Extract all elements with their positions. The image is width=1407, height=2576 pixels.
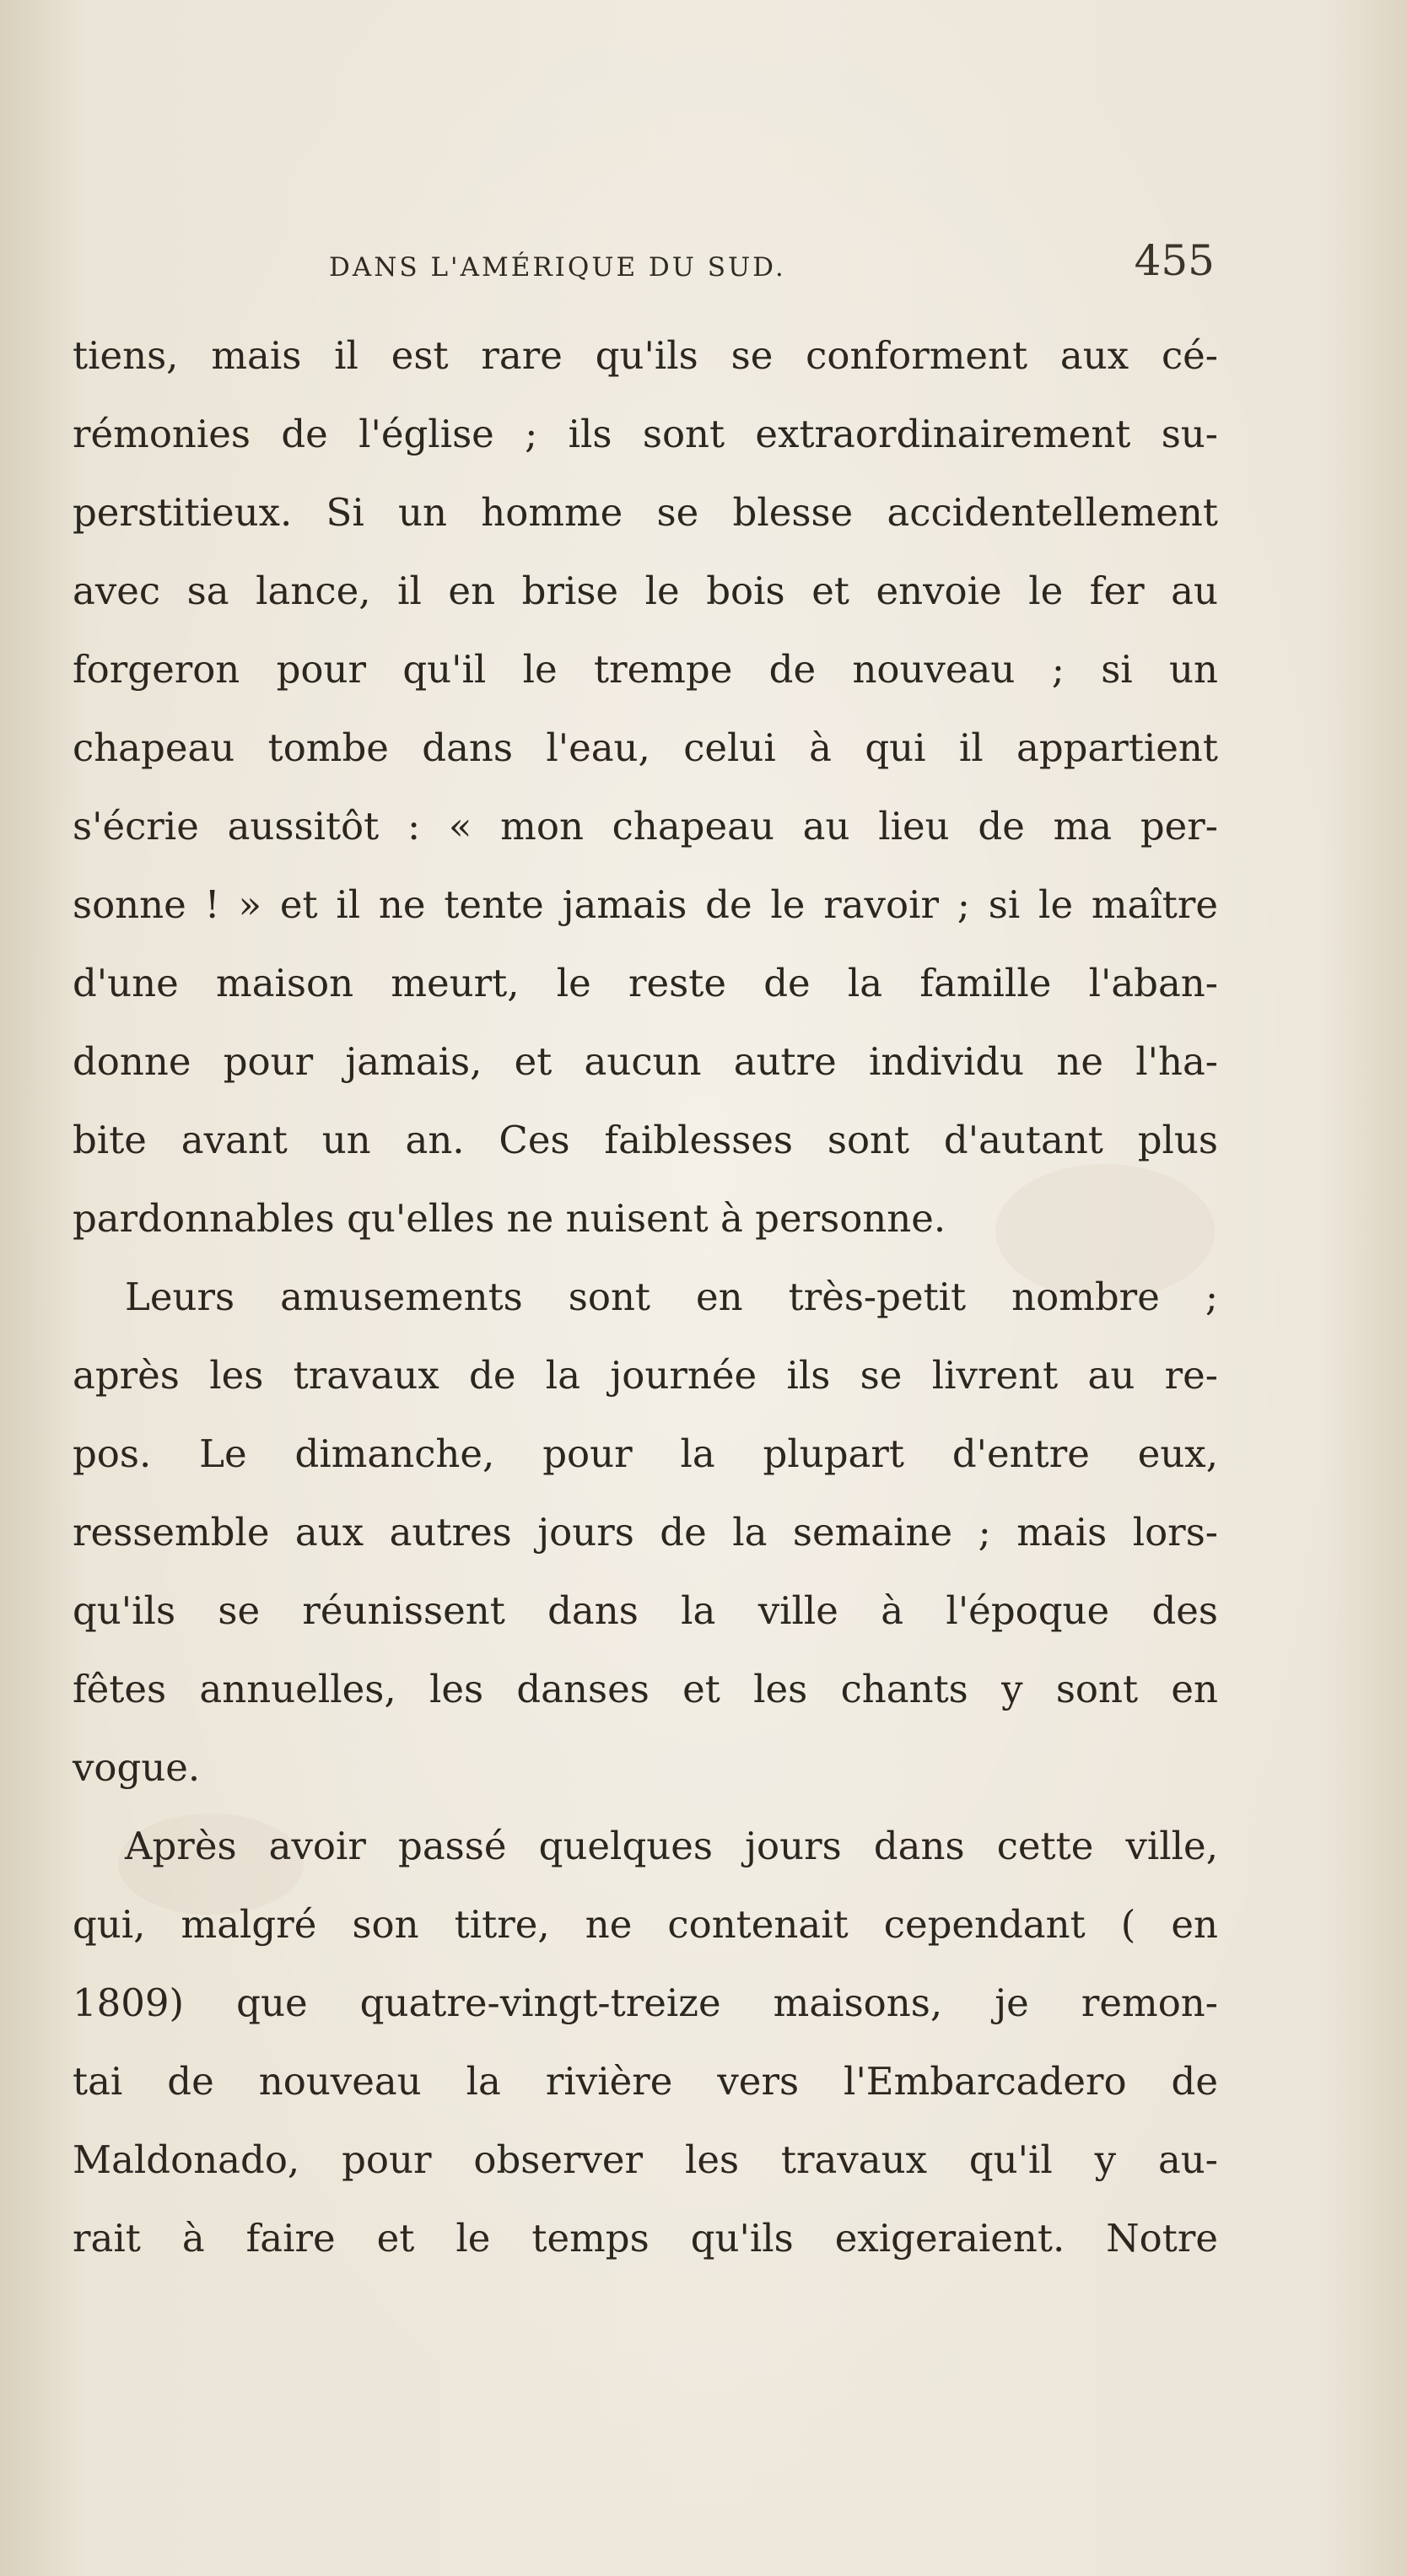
body-text — [73, 316, 1218, 2277]
text-line: qui, malgré son titre, ne contenait cependant ( en — [73, 1902, 1218, 1947]
text-line: rait à faire et le temps qu'ils exigeraient. Notre — [73, 2216, 1218, 2261]
text-line: d'une maison meurt, le reste de la famille l'aban- — [73, 961, 1218, 1005]
text-line: Après avoir passé quelques jours dans cette ville, — [125, 1824, 1218, 1868]
text-line: fêtes annuelles, les danses et les chants y sont en — [73, 1667, 1218, 1711]
running-head: DANS L'AMÉRIQUE DU SUD. — [329, 252, 786, 283]
text-line: 1809) que quatre-vingt-treize maisons, je remon- — [73, 1981, 1218, 2025]
text-line: pos. Le dimanche, pour la plupart d'entre eux, — [73, 1431, 1218, 1476]
text-line: rémonies de l'église ; ils sont extraordinairement su- — [73, 412, 1218, 456]
text-line: Leurs amusements sont en très-petit nombre ; — [125, 1275, 1218, 1319]
text-line: après les travaux de la journée ils se livrent au re- — [73, 1353, 1218, 1398]
text-line: sonne ! » et il ne tente jamais de le ravoir ; si le maître — [73, 882, 1218, 927]
text-line: bite avant un an. Ces faiblesses sont d'autant plus — [73, 1118, 1218, 1162]
text-line: donne pour jamais, et aucun autre individu ne l'ha- — [73, 1039, 1218, 1084]
text-line: pardonnables qu'elles ne nuisent à personne. — [73, 1196, 946, 1241]
text-line: forgeron pour qu'il le trempe de nouveau ; si un — [73, 647, 1218, 692]
text-line: chapeau tombe dans l'eau, celui à qui il appartient — [73, 725, 1218, 770]
text-line: tiens, mais il est rare qu'ils se conforment aux cé- — [73, 333, 1218, 378]
text-line: qu'ils se réunissent dans la ville à l'époque des — [73, 1588, 1218, 1633]
text-line: avec sa lance, il en brise le bois et envoie le fer au — [73, 569, 1218, 613]
text-line: tai de nouveau la rivière vers l'Embarcadero de — [73, 2059, 1218, 2104]
text-line: Maldonado, pour observer les travaux qu'il y au- — [73, 2137, 1218, 2182]
page-header — [329, 238, 1257, 297]
text-line: perstitieux. Si un homme se blesse accidentellement — [73, 490, 1218, 535]
text-line: ressemble aux autres jours de la semaine ; mais lors- — [73, 1510, 1218, 1555]
text-line: vogue. — [73, 1745, 201, 1790]
page-number: 455 — [1134, 236, 1215, 285]
text-line: s'écrie aussitôt : « mon chapeau au lieu de ma per- — [73, 804, 1218, 849]
